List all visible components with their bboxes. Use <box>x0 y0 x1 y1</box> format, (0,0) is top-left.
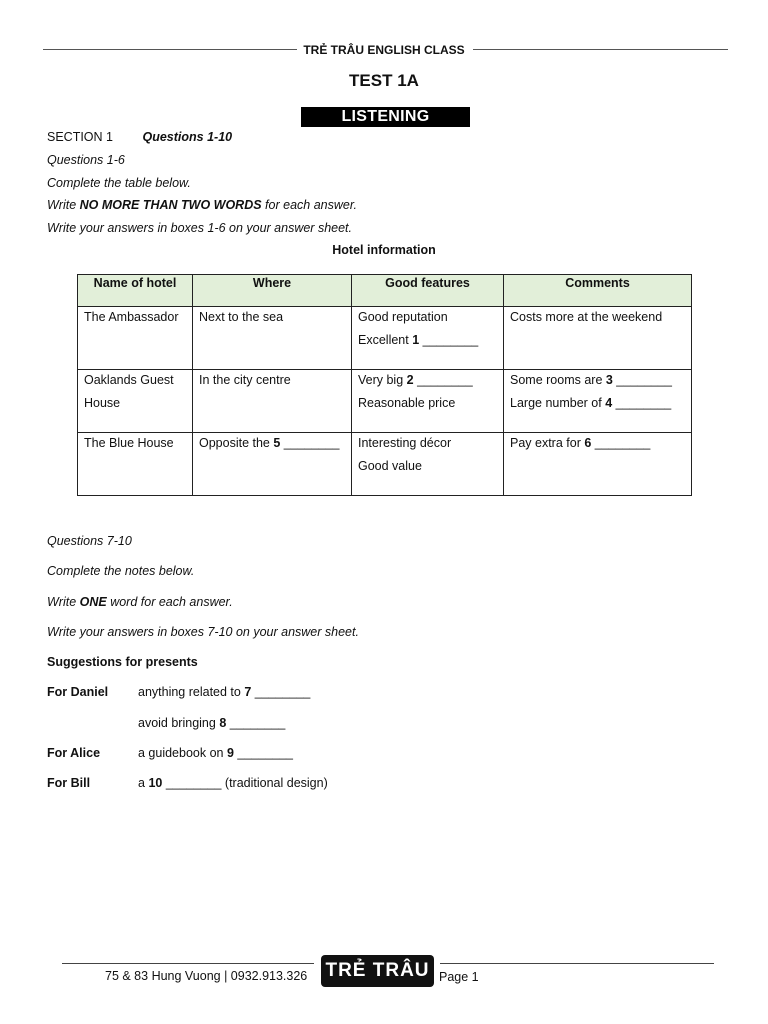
comment-line <box>510 372 685 388</box>
instr-bold: NO MORE THAN TWO WORDS <box>79 198 262 212</box>
instr-bold: ONE <box>79 595 107 609</box>
comments-cell <box>504 433 692 496</box>
answer-blank[interactable]: ________ <box>413 373 473 387</box>
instr-text: for each answer. <box>261 198 357 212</box>
answer-blank[interactable]: ________ <box>612 373 672 387</box>
where-cell <box>193 370 352 433</box>
question-number: 6 <box>584 436 592 450</box>
answer-blank[interactable]: ________ <box>226 716 286 730</box>
test-title: TEST 1A <box>349 71 419 90</box>
footer-address: 75 & 83 Hung Vuong | 0932.913.326 <box>105 969 308 983</box>
instr-text: Write <box>47 595 80 609</box>
table-header-row <box>78 275 692 307</box>
comments-cell <box>504 307 692 370</box>
question-number: 9 <box>226 746 234 760</box>
note-row <box>47 776 328 790</box>
question-number: 1 <box>412 333 420 347</box>
part1-instruction-1: Complete the table below. <box>47 176 191 190</box>
answer-blank[interactable]: ________ <box>251 685 311 699</box>
feature-text: Good reputation <box>358 310 448 324</box>
question-number: 5 <box>273 436 281 450</box>
comment-line <box>510 435 685 451</box>
instr-text: word for each answer. <box>106 595 233 609</box>
answer-blank[interactable]: ________ <box>280 436 340 450</box>
feature-line <box>358 395 497 411</box>
where-text: In the city centre <box>199 373 291 387</box>
footer-rule-right <box>440 963 714 964</box>
feature-text: Reasonable price <box>358 396 456 410</box>
note-row <box>47 685 310 699</box>
note-row <box>47 746 293 760</box>
answer-blank[interactable]: ________ (traditional design) <box>162 776 328 790</box>
question-number: 2 <box>406 373 414 387</box>
col-header: Good features <box>352 275 504 307</box>
instr-text: Write <box>47 198 80 212</box>
where-line <box>199 435 345 451</box>
table-caption: Hotel information <box>332 243 436 257</box>
part1-instruction-2 <box>47 198 357 212</box>
answer-blank[interactable]: ________ <box>612 396 672 410</box>
hotel-name-cell <box>78 370 193 433</box>
part2-questions: Questions 7-10 <box>47 534 132 548</box>
part1-questions: Questions 1-6 <box>47 153 125 167</box>
comment-text: Large number of <box>510 396 606 410</box>
part2-instruction-1: Complete the notes below. <box>47 564 195 578</box>
section-label: SECTION 1 <box>47 130 113 144</box>
where-text: Opposite the <box>199 436 274 450</box>
class-name: TRẺ TRÂU ENGLISH CLASS <box>303 43 465 57</box>
answer-blank[interactable]: ________ <box>419 333 479 347</box>
note-text: a guidebook on <box>138 746 227 760</box>
note-person: For Alice <box>47 746 101 760</box>
feature-line <box>358 372 497 388</box>
hotel-name: Oaklands Guest <box>84 373 174 387</box>
feature-text: Good value <box>358 459 422 473</box>
where-text: Next to the sea <box>199 310 284 324</box>
footer-rule-left <box>62 963 314 964</box>
hotel-name: The Ambassador <box>84 310 179 324</box>
part2-instruction-3: Write your answers in boxes 7-10 on your answer sheet. <box>47 625 359 639</box>
table-row <box>78 370 692 433</box>
where-cell <box>193 307 352 370</box>
answer-blank[interactable]: ________ <box>591 436 651 450</box>
answer-blank[interactable]: ________ <box>233 746 294 760</box>
where-cell <box>193 433 352 496</box>
hotel-name: House <box>84 396 121 410</box>
comment-text: Costs more at the weekend <box>510 310 663 324</box>
section-heading <box>47 130 232 144</box>
note-text: avoid bringing <box>138 716 220 730</box>
notes-title: Suggestions for presents <box>47 655 198 669</box>
question-number: 10 <box>148 776 163 790</box>
col-header: Name of hotel <box>78 275 193 307</box>
note-text: anything related to <box>138 685 245 699</box>
table-row <box>78 433 692 496</box>
part2-instruction-2 <box>47 595 233 609</box>
comments-cell <box>504 370 692 433</box>
page-number: Page 1 <box>439 970 479 984</box>
comment-line <box>510 395 685 411</box>
question-number: 3 <box>605 373 613 387</box>
features-cell <box>352 307 504 370</box>
question-number: 4 <box>605 396 613 410</box>
comment-text: Some rooms are <box>510 373 606 387</box>
note-person: For Bill <box>47 776 91 790</box>
comment-text: Pay extra for <box>510 436 585 450</box>
hotel-table <box>77 274 692 496</box>
section-range: Questions 1-10 <box>142 130 233 144</box>
note-text: a <box>138 776 149 790</box>
hotel-name-cell <box>78 307 193 370</box>
note-row <box>47 716 285 730</box>
hotel-name-cell <box>78 433 193 496</box>
question-number: 8 <box>219 716 227 730</box>
question-number: 7 <box>244 685 252 699</box>
hotel-name: The Blue House <box>84 436 174 450</box>
col-header: Comments <box>504 275 692 307</box>
col-header: Where <box>193 275 352 307</box>
table-row <box>78 307 692 370</box>
brand-logo: TRẺ TRÂU <box>321 955 434 987</box>
listening-banner: LISTENING <box>301 107 470 127</box>
note-person: For Daniel <box>47 685 109 699</box>
feature-line <box>358 309 497 325</box>
feature-text: Very big <box>358 373 407 387</box>
features-cell <box>352 433 504 496</box>
feature-text: Excellent <box>358 333 413 347</box>
feature-line <box>358 332 497 348</box>
features-cell <box>352 370 504 433</box>
feature-text: Interesting décor <box>358 436 452 450</box>
part1-instruction-3: Write your answers in boxes 1-6 on your answer sheet. <box>47 221 352 235</box>
